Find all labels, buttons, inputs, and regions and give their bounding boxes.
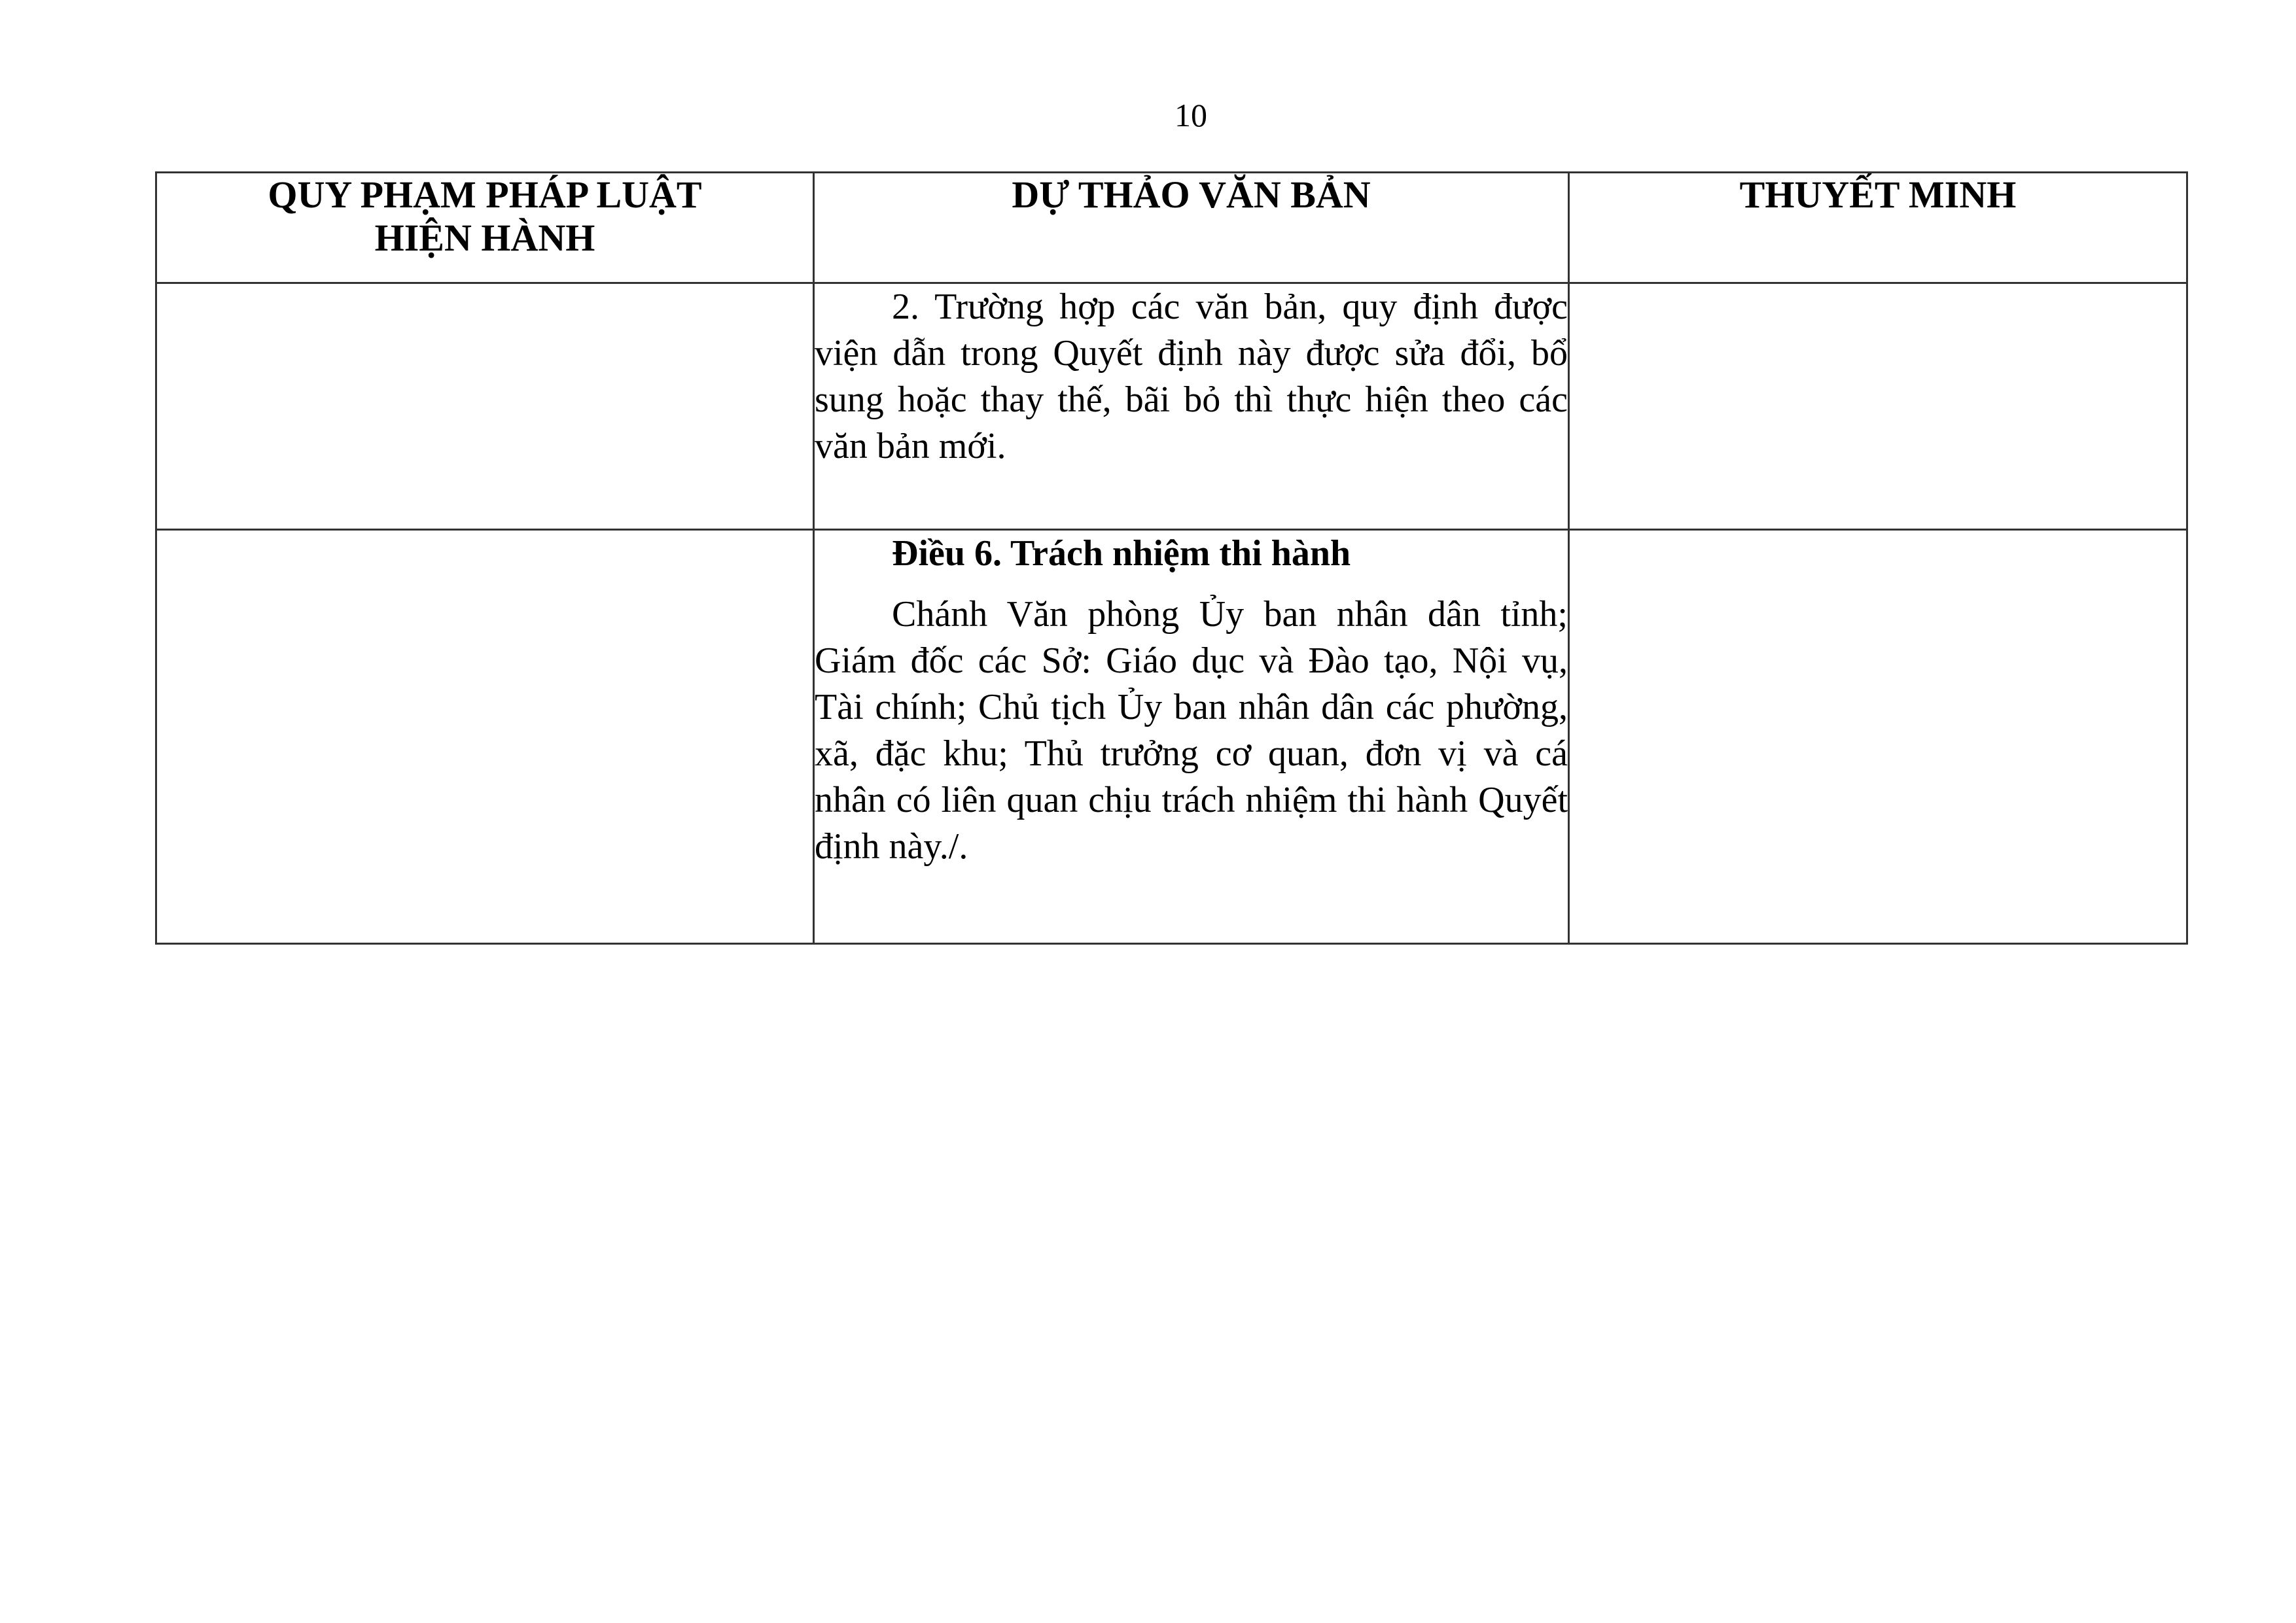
cell-draft-text [814, 283, 1569, 530]
cell-current-law [156, 283, 814, 530]
header-current-law-line2: HIỆN HÀNH [374, 217, 595, 259]
table-row [156, 530, 2187, 944]
cell-draft-text [814, 530, 1569, 944]
draft-paragraph: 2. Trường hợp các văn bản, quy định được viện dẫn trong Quyết định này được sửa đổi, bổ sung hoặc thay thế, bãi bỏ thì thực hiện theo các văn bản mới. [815, 287, 1568, 466]
cell-explanation [1569, 283, 2187, 530]
table-header-row [156, 173, 2187, 283]
header-draft-text: DỰ THẢO VĂN BẢN [814, 173, 1569, 283]
header-explanation: THUYẾT MINH [1569, 173, 2187, 283]
draft-paragraph: Chánh Văn phòng Ủy ban nhân dân tỉnh; Giám đốc các Sở: Giáo dục và Đào tạo, Nội vụ, Tài chính; Chủ tịch Ủy ban nhân dân các phường, xã, đặc khu; Thủ trưởng cơ quan, đơn vị và cá nhân có liên quan chịu trách nhiệm thi hành Quyết định này./. [815, 594, 1568, 867]
comparison-table [155, 171, 2188, 945]
header-current-law-line1: QUY PHẠM PHÁP LUẬT [268, 173, 702, 216]
page-number: 10 [1174, 97, 1207, 133]
table-row [156, 283, 2187, 530]
cell-explanation [1569, 530, 2187, 944]
cell-current-law [156, 530, 814, 944]
article-title: Điều 6. Trách nhiệm thi hành [892, 533, 1351, 574]
header-current-law [156, 173, 814, 283]
